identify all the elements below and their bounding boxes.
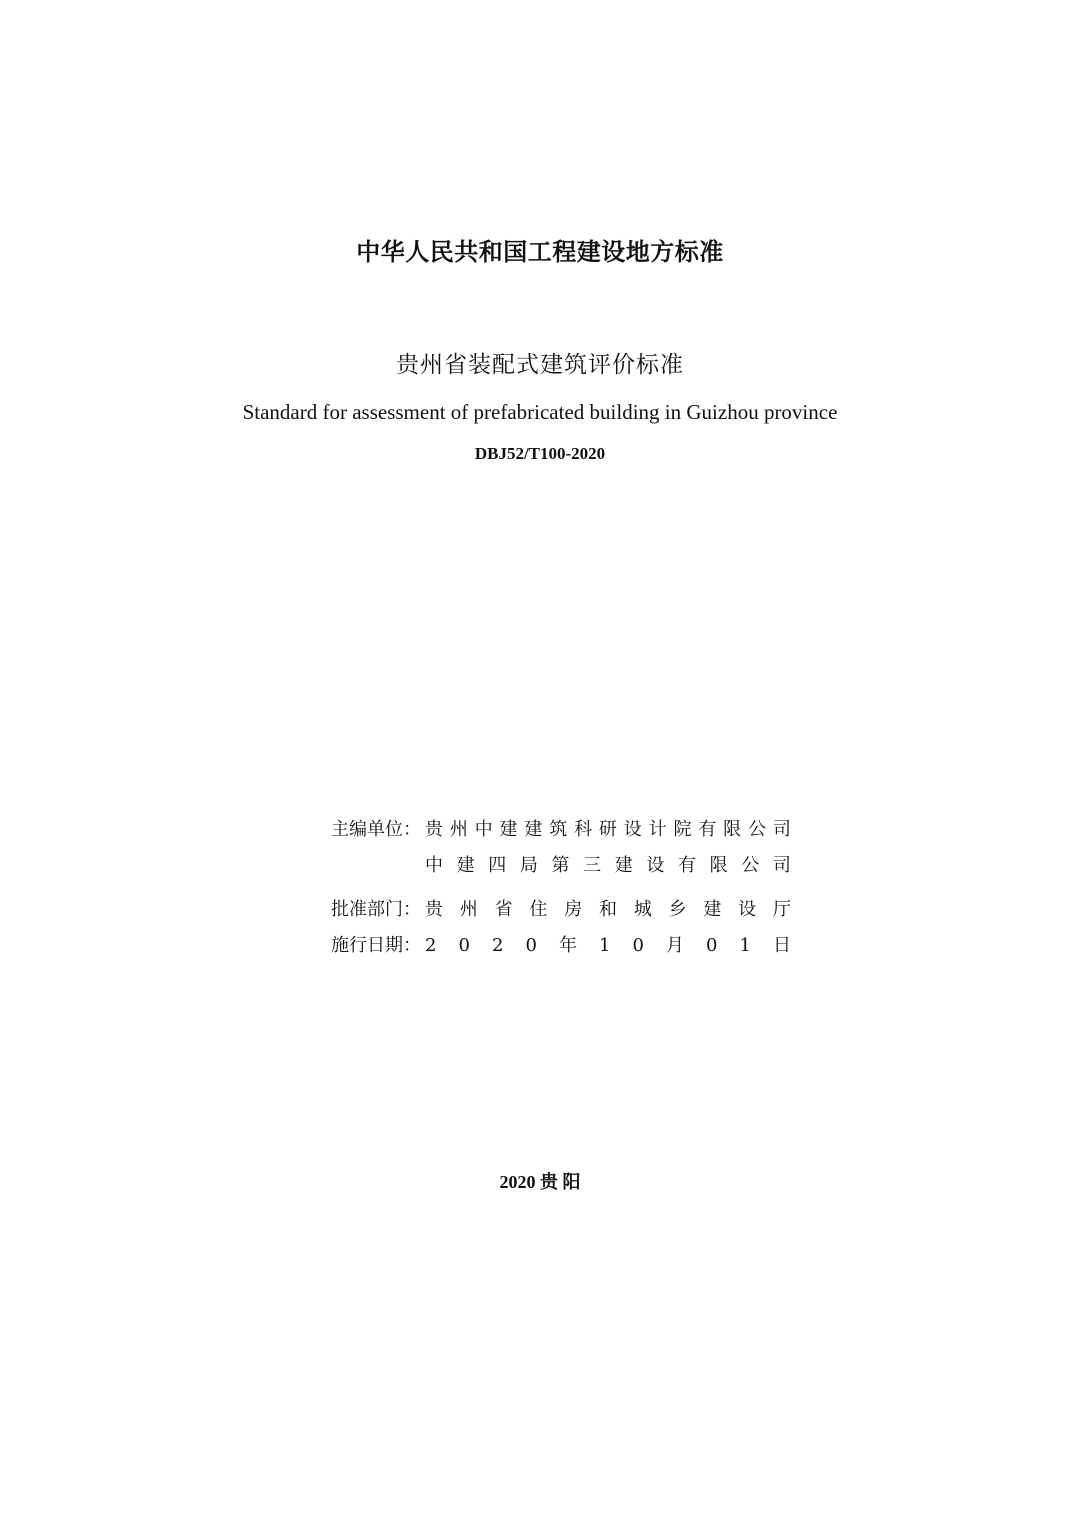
value-char: 筑 <box>549 819 568 840</box>
value-char: 科 <box>574 819 593 840</box>
value-char: 限 <box>723 819 742 840</box>
value-char: 州 <box>459 899 478 920</box>
value-char: 2 <box>425 935 437 956</box>
value-char: 建 <box>614 855 633 876</box>
editor-2-value <box>425 848 791 884</box>
value-char: 0 <box>458 935 470 956</box>
value-char: 1 <box>598 935 611 956</box>
value-char: 公 <box>741 855 760 876</box>
value-char: 设 <box>623 819 642 840</box>
info-block <box>331 812 791 964</box>
value-char: 贵 <box>425 899 443 920</box>
value-char: 房 <box>564 899 583 920</box>
value-char: 院 <box>673 819 692 840</box>
value-char: 限 <box>709 855 728 876</box>
editor-row-2 <box>331 848 791 884</box>
value-char: 乡 <box>668 899 687 920</box>
value-char: 0 <box>632 935 644 956</box>
value-char: 省 <box>494 899 513 920</box>
standard-code: DBJ52/T100-2020 <box>474 444 606 463</box>
editor-row <box>331 812 791 848</box>
value-char: 研 <box>598 819 617 840</box>
value-char: 有 <box>698 819 717 840</box>
value-char: 司 <box>772 855 791 876</box>
value-char: 司 <box>772 819 791 840</box>
national-standard-heading: 中华人民共和国工程建设地方标准 <box>356 238 724 266</box>
value-char: 三 <box>583 855 602 876</box>
approver-value <box>425 892 791 928</box>
value-char: 州 <box>449 819 468 840</box>
value-char: 0 <box>705 935 718 956</box>
value-char: 四 <box>488 855 507 876</box>
value-char: 局 <box>519 855 538 876</box>
date-label: 施行日期： <box>331 935 421 956</box>
value-char: 年 <box>558 935 577 956</box>
value-char: 0 <box>525 935 537 956</box>
editor-1-value <box>425 812 791 848</box>
editor-label: 主编单位： <box>331 819 421 840</box>
english-title: Standard for assessment of prefabricated building in Guizhou province <box>242 400 838 424</box>
value-char: 公 <box>747 819 766 840</box>
date-row <box>331 928 791 964</box>
value-char: 计 <box>648 819 667 840</box>
chinese-title: 贵州省装配式建筑评价标准 <box>396 352 684 378</box>
value-char: 建 <box>499 819 518 840</box>
value-char: 2 <box>491 935 504 956</box>
value-char: 月 <box>665 935 684 956</box>
date-value <box>425 928 791 964</box>
value-char: 建 <box>456 855 475 876</box>
value-char: 中 <box>425 855 443 876</box>
approver-row <box>331 892 791 928</box>
value-char: 设 <box>738 899 757 920</box>
value-char: 厅 <box>772 899 791 920</box>
value-char: 住 <box>529 899 548 920</box>
approver-label: 批准部门： <box>331 899 421 920</box>
value-char: 和 <box>598 899 617 920</box>
value-char: 中 <box>474 819 493 840</box>
place-and-year: 2020 贵 阳 <box>499 1172 581 1192</box>
value-char: 有 <box>678 855 696 876</box>
value-char: 日 <box>772 935 791 956</box>
value-char: 设 <box>646 855 665 876</box>
value-char: 1 <box>739 935 751 956</box>
value-char: 城 <box>633 899 652 920</box>
value-char: 建 <box>524 819 543 840</box>
value-char: 建 <box>703 899 722 920</box>
value-char: 贵 <box>425 819 443 840</box>
value-char: 第 <box>551 855 570 876</box>
